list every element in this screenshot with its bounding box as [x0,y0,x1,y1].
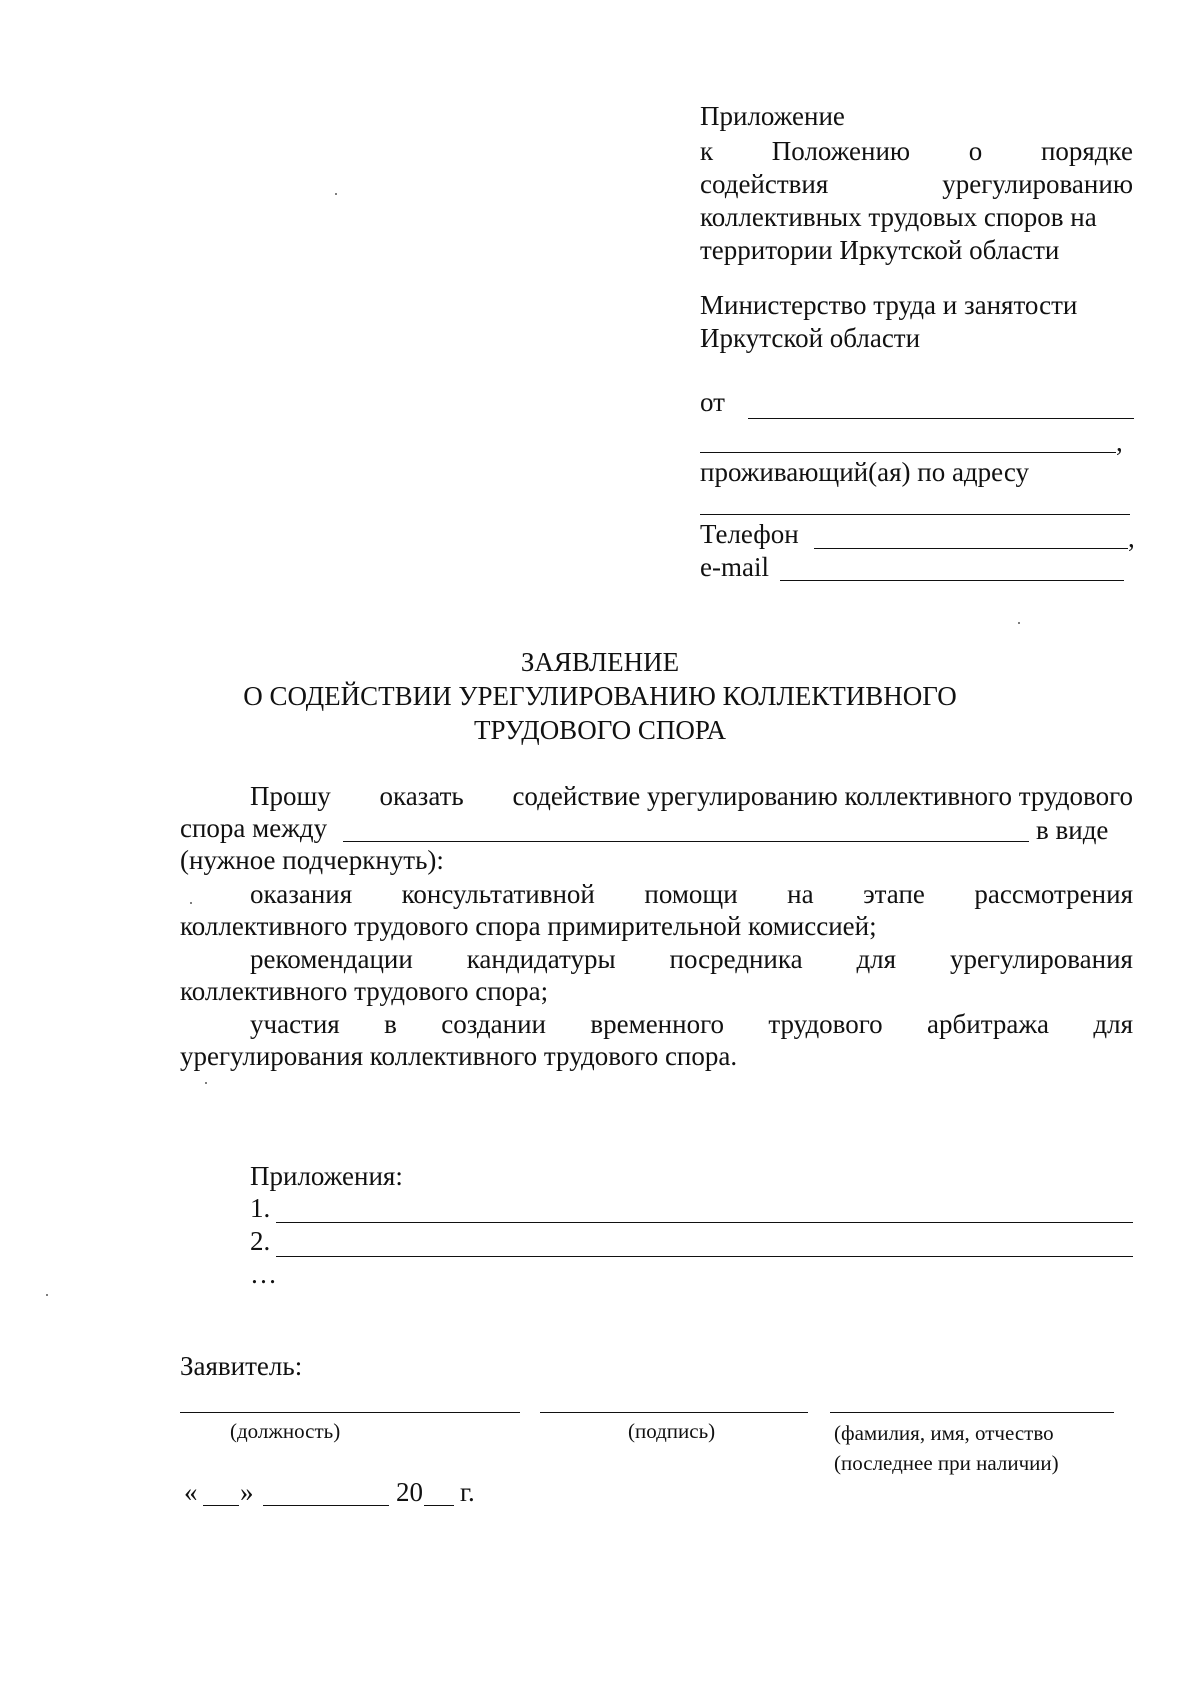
appendix-line-4: территории Иркутской области [700,235,1060,265]
full-name-field-line[interactable] [830,1412,1114,1413]
option-word: трудового [768,1009,883,1039]
option-1-line-2: коллективного трудового спора примирительной комиссией; [180,911,877,941]
option-word: рекомендации [250,944,413,974]
option-word: кандидатуры [466,944,616,974]
phone-label: Телефон [700,519,799,549]
date-open-quote: « [184,1477,198,1507]
phone-comma: , [1128,523,1135,553]
option-3-line-1 [250,1008,1133,1040]
option-word: консультативной [401,879,595,909]
date-month-line[interactable] [263,1505,389,1506]
from-label: от [700,387,725,417]
option-word: создании [441,1009,546,1039]
request-line-2-end: в виде [1036,815,1109,845]
address-field-line[interactable] [700,514,1130,515]
option-word: рассмотрения [974,879,1133,909]
option-word: оказания [250,879,353,909]
option-word: в [384,1009,397,1039]
email-field-line[interactable] [780,580,1124,581]
scan-speck [190,902,192,904]
position-field-line[interactable] [180,1412,520,1413]
phone-field-line[interactable] [814,548,1128,549]
option-word: временного [590,1009,724,1039]
appendix-title: Приложение [700,101,845,131]
signature-caption: (подпись) [628,1419,716,1443]
full-name-caption-1: (фамилия, имя, отчество [834,1421,1054,1445]
request-line-2-start: спора между [180,813,328,843]
request-line-1 [250,780,1133,812]
attachment-item-1-number: 1. [250,1193,271,1223]
attachment-item-2-line[interactable] [276,1256,1133,1257]
option-word: урегулирования [949,944,1133,974]
email-label: e-mail [700,552,769,582]
option-1-line-1 [250,878,1133,910]
appendix-word: урегулированию [942,169,1133,199]
ministry-line-2: Иркутской области [700,323,921,353]
from-field-line[interactable] [748,418,1134,419]
scan-speck [46,1294,48,1296]
option-word: участия [250,1009,340,1039]
option-word: помощи [644,879,738,909]
signature-field-line[interactable] [540,1412,808,1413]
position-caption: (должность) [230,1419,341,1443]
parties-field-line[interactable] [343,841,1029,842]
option-word: посредника [669,944,803,974]
option-word: этапе [863,879,925,909]
request-word: оказать [379,781,464,811]
attachments-label: Приложения: [250,1161,403,1191]
address-label: проживающий(ая) по адресу [700,457,1029,487]
scan-speck [205,1082,207,1084]
from-comma: , [1116,427,1123,457]
option-2-line-2: коллективного трудового спора; [180,976,549,1006]
appendix-line-2 [700,168,1133,200]
date-year-line[interactable] [424,1505,454,1506]
option-word: арбитража [927,1009,1049,1039]
document-title: ЗАЯВЛЕНИЕ [520,647,680,677]
option-word: для [1093,1009,1133,1039]
appendix-word: содействия [700,169,829,199]
date-day-line[interactable] [203,1505,239,1506]
appendix-word: о [968,136,983,166]
document-subtitle-1: О СОДЕЙСТВИИ УРЕГУЛИРОВАНИЮ КОЛЛЕКТИВНОГО [243,681,957,711]
full-name-caption-2: (последнее при наличии) [834,1451,1059,1475]
document-subtitle-2: ТРУДОВОГО СПОРА [474,715,726,745]
attachment-item-2-number: 2. [250,1226,271,1256]
appendix-word: порядке [1040,136,1133,166]
appendix-word: Положению [771,136,911,166]
ministry-line-1: Министерство труда и занятости [700,290,1078,320]
request-word: Прошу [250,781,331,811]
appendix-word: к [700,136,714,166]
from-field-line-2[interactable] [700,452,1116,453]
request-line-3: (нужное подчеркнуть): [180,845,444,875]
date-year-prefix: 20 [396,1477,423,1507]
request-word: содействие урегулированию коллективного трудового [512,781,1133,811]
attachment-item-1-line[interactable] [276,1222,1133,1223]
scan-speck [1018,622,1020,624]
appendix-line-3: коллективных трудовых споров на [700,202,1097,232]
applicant-label: Заявитель: [180,1351,303,1381]
date-year-suffix: г. [460,1477,475,1507]
attachments-ellipsis: … [250,1259,277,1289]
option-2-line-1 [250,943,1133,975]
option-word: для [856,944,897,974]
scan-speck [335,193,337,195]
appendix-line-1 [700,135,1133,167]
option-word: на [787,879,814,909]
option-3-line-2: урегулирования коллективного трудового спора. [180,1041,738,1071]
date-close-quote: » [240,1477,254,1507]
